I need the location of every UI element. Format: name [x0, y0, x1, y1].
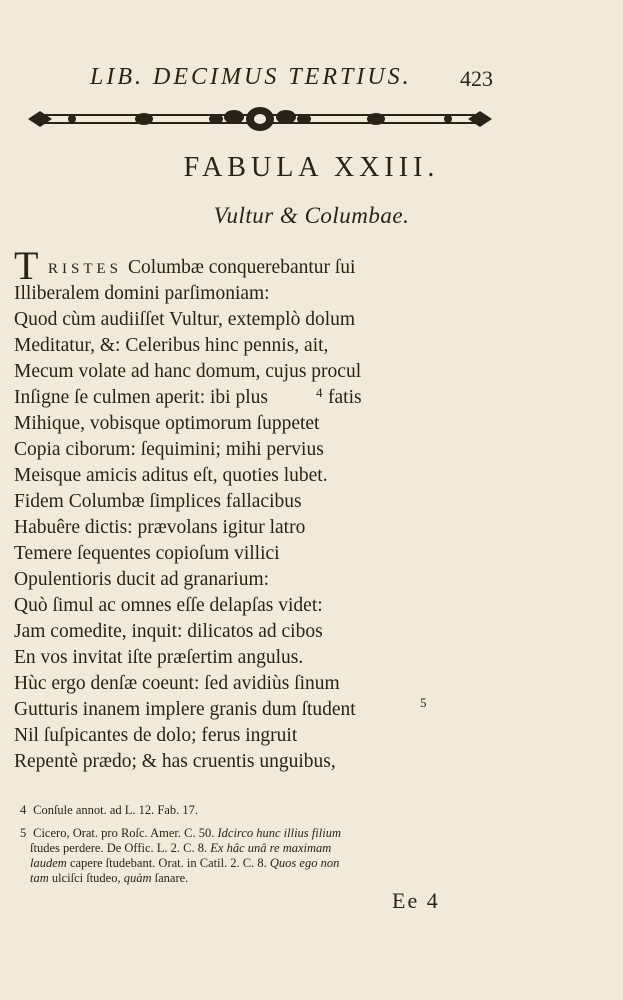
page-number: 423: [460, 66, 493, 91]
verse-line: En vos invitat iſte præſertim angulus.: [14, 647, 304, 668]
footnote-quote: Quos ego non: [269, 856, 340, 870]
verse-line: Meisque amicis aditus eſt, quoties lubet.: [14, 465, 328, 486]
footnote-text: capere ſtudebant. Orat. in Catil. 2. C. 8.: [69, 856, 267, 870]
footnote-number: 4: [20, 803, 27, 817]
verse-line: Opulentioris ducit ad granarium:: [14, 569, 270, 590]
footnote-marker-5: 5: [420, 695, 427, 710]
verse-line: Temere ſequentes copioſum villici: [14, 543, 280, 564]
verse-line: Jam comedite, inquit: dilicatos ad cibos: [14, 621, 323, 642]
verse-line-first: [48, 255, 404, 281]
footnote-text: Cicero, Orat. pro Roſc. Amer. C. 50.: [33, 826, 215, 840]
first-word-small-caps: RISTES: [48, 261, 123, 277]
footnote-text: ſanare.: [154, 871, 189, 885]
running-head: LIB. DECIMUS TERTIUS.: [90, 64, 412, 90]
footnote-quote: tam: [30, 871, 49, 885]
verse-line: Illiberalem domini parſimoniam:: [14, 283, 270, 304]
footnote-5-line-2: [20, 841, 500, 856]
footnote-quote: Idcirco hunc illius filium: [217, 826, 341, 840]
verse-line: Habuêre dictis: prævolans igitur latro: [14, 517, 306, 538]
verse-line-tail: fatis: [328, 387, 362, 408]
verse-line: Inſigne ſe culmen aperit: ibi plus: [14, 387, 268, 408]
first-line-rest: Columbæ conquerebantur ſui: [128, 257, 356, 278]
footnote-marker-4: 4: [316, 385, 323, 400]
verse-line: Fidem Columbæ ſimplices fallacibus: [14, 491, 302, 512]
verse-line: Repentè prædo; & has cruentis unguibus,: [14, 751, 336, 772]
footnote-text: Conſule annot. ad L. 12. Fab. 17.: [33, 803, 199, 817]
verse-line: Nil ſuſpicantes de dolo; ferus ingruit: [14, 725, 298, 746]
verse-line: Meditatur, &: Celeribus hinc pennis, ait,: [14, 335, 329, 356]
verse-line: Mecum volate ad hanc domum, cujus procul: [14, 361, 362, 382]
footnote-text: ulciſci ſtudeo,: [51, 871, 121, 885]
verse-line: Quò ſimul ac omnes eſſe delapſas videt:: [14, 595, 323, 616]
verse-line: Mihique, vobisque optimorum ſuppetet: [14, 413, 320, 434]
floral-rule-ornament-icon: [26, 102, 494, 136]
verse-line: Quod cùm audiiſſet Vultur, extemplò dolum: [14, 309, 356, 330]
footnote-text: ſtudes perdere. De Offic. L. 2. C. 8.: [30, 841, 208, 855]
fable-subtitle: Vultur & Columbae.: [213, 203, 410, 228]
drop-cap: T: [14, 243, 39, 288]
verse-line: Gutturis inanem implere granis dum ſtudent: [14, 699, 356, 720]
footnote-5-line-1: [20, 826, 500, 841]
footnote-number: 5: [20, 826, 27, 840]
footnote-4: [20, 803, 500, 818]
footnote-quote: laudem: [30, 856, 67, 870]
footnote-5: [20, 826, 500, 886]
footnote-5-line-4: [20, 871, 500, 886]
verse-line: Hùc ergo denſæ coeunt: ſed avidiùs ſinum: [14, 673, 340, 694]
footnote-quote: Ex hâc unâ re maximam: [210, 841, 332, 855]
fable-title: FABULA XXIII.: [183, 152, 440, 183]
footnote-quote: quàm: [123, 871, 152, 885]
signature-mark: Ee 4: [392, 888, 440, 913]
footnote-5-line-3: [20, 856, 500, 871]
verse-line: Copia ciborum: ſequimini; mihi pervius: [14, 439, 324, 460]
